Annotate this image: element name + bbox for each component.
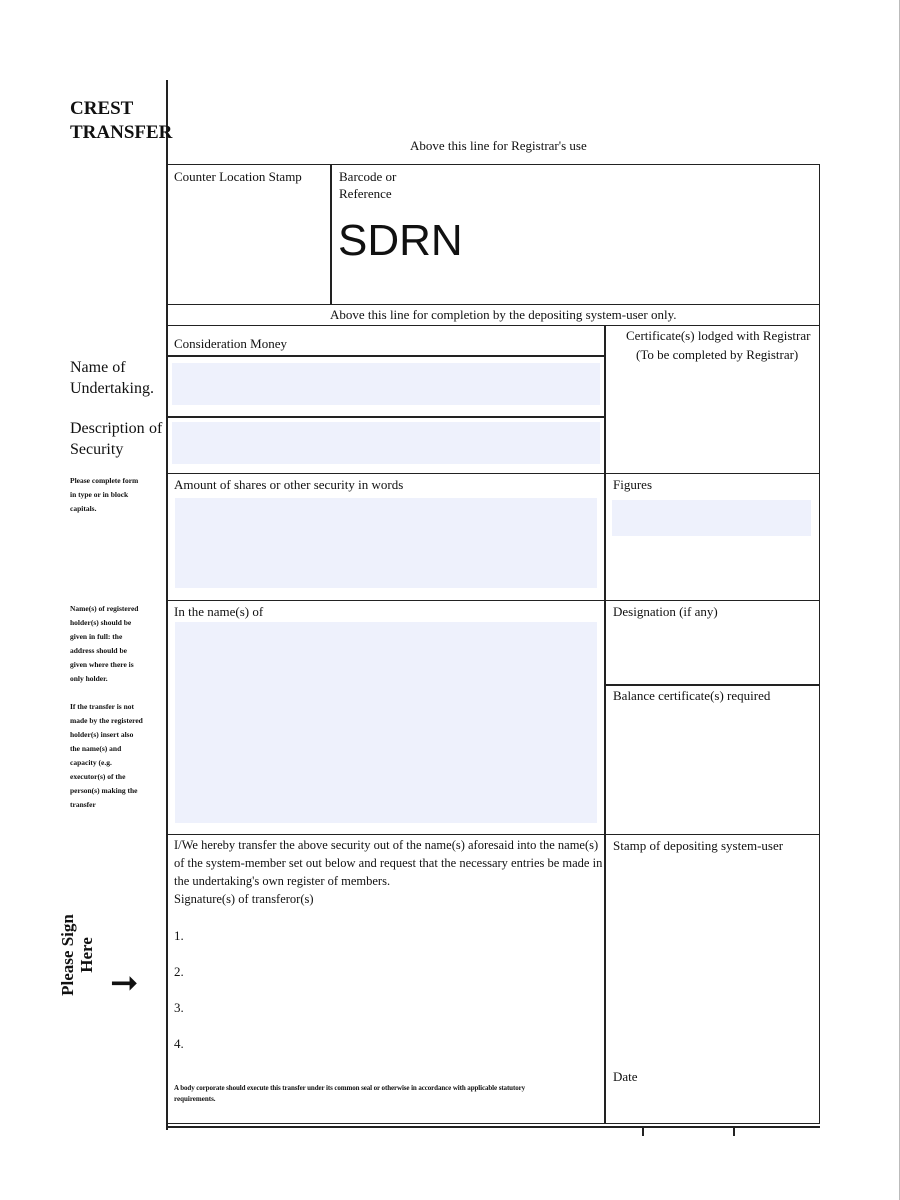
amount-words-input[interactable] [175, 498, 597, 588]
undertaking-row-line [166, 416, 604, 418]
not-registered-line: If the transfer is not [70, 702, 135, 711]
consideration-label: Consideration Money [174, 336, 288, 351]
barcode-label-line1: Barcode or [339, 169, 397, 184]
cert-lodged-line2: (To be completed by Registrar) [636, 347, 799, 362]
bottom-row-line [166, 1126, 820, 1128]
form-title-line1: CREST [70, 98, 134, 119]
corporate-note-line2: requirements. [174, 1095, 216, 1103]
holder-names-input[interactable] [175, 622, 597, 823]
counter-stamp-label: Counter Location Stamp [174, 169, 302, 184]
depositing-note: Above this line for completion by the depositing system-user only. [330, 307, 677, 322]
stamp-label: Stamp of depositing system-user [613, 838, 784, 853]
form-title-line2: TRANSFER [70, 122, 173, 143]
security-description-input[interactable] [172, 422, 600, 464]
names-right-divider [604, 600, 606, 835]
holders-note-line: given where there is [70, 660, 134, 669]
bottom-row-divider-2 [733, 1126, 735, 1136]
corporate-note-line1: A body corporate should execute this transfer under its common seal or otherwise in accordance with applicable statutory [174, 1084, 526, 1092]
consideration-right-divider [604, 325, 606, 474]
holders-note [70, 602, 138, 686]
names-label: In the name(s) of [174, 604, 264, 619]
counter-stamp-box [166, 164, 820, 305]
designation-label: Designation (if any) [613, 604, 718, 619]
declaration-line3: the undertaking's own register of members. [174, 874, 391, 888]
undertaking-label-line1: Name of [70, 359, 126, 376]
instruction-line1: Please complete form [70, 476, 139, 485]
figures-label: Figures [613, 477, 652, 492]
balance-label: Balance certificate(s) required [613, 688, 771, 703]
consideration-row-line [166, 355, 604, 357]
description-label-word1: Description [70, 420, 145, 437]
description-label-word2: of [149, 420, 163, 437]
counter-barcode-divider [330, 164, 332, 305]
registrar-use-note: Above this line for Registrar's use [410, 138, 587, 153]
instruction-line2: in type or in block [70, 490, 129, 499]
signature-line-3[interactable]: 3. [174, 1000, 184, 1015]
undertaking-label-line2: Undertaking. [70, 380, 154, 397]
undertaking-input[interactable] [172, 363, 600, 405]
declaration-line2: of the system-member set out below and request that the necessary entries be made in [174, 856, 603, 870]
arrow-right-icon: ➞ [110, 963, 139, 1003]
designation-balance-divider [604, 684, 820, 686]
instruction-line3: capitals. [70, 504, 97, 513]
not-registered-line: capacity (e.g. [70, 758, 112, 767]
please-sign-line2: Here [77, 937, 96, 973]
holders-note-line: holder(s) should be [70, 618, 132, 627]
cert-lodged-line1: Certificate(s) lodged with Registrar [626, 328, 811, 343]
sdrn-reference: SDRN [338, 216, 463, 265]
barcode-label-line2: Reference [339, 186, 392, 201]
not-registered-line: person(s) making the [70, 786, 138, 795]
not-registered-line: holder(s) insert also [70, 730, 134, 739]
figures-input[interactable] [612, 500, 811, 536]
not-registered-line: executor(s) of the [70, 772, 126, 781]
please-sign-line1: Please Sign [58, 914, 77, 996]
description-label-line2: Security [70, 441, 124, 458]
holders-note-line: address should be [70, 646, 127, 655]
not-registered-line: made by the registered [70, 716, 143, 725]
amount-label: Amount of shares or other security in words [174, 477, 404, 492]
date-label: Date [613, 1069, 638, 1084]
not-registered-line: transfer [70, 800, 96, 809]
bottom-row-divider-1 [642, 1126, 644, 1136]
holders-note-line: only holder. [70, 674, 108, 683]
amount-figures-divider [604, 473, 606, 601]
holders-note-line: Name(s) of registered [70, 604, 139, 613]
declaration-stamp-divider [604, 834, 606, 1124]
holders-note-line: given in full: the [70, 632, 123, 641]
signature-line-1[interactable]: 1. [174, 928, 184, 943]
declaration-line1: I/We hereby transfer the above security out of the name(s) aforesaid into the name(s) [174, 838, 599, 852]
signature-line-2[interactable]: 2. [174, 964, 184, 979]
not-registered-line: the name(s) and [70, 744, 122, 753]
not-registered-note [70, 700, 143, 812]
signature-line-4[interactable]: 4. [174, 1036, 184, 1051]
please-sign-note [58, 900, 96, 1010]
signatures-label: Signature(s) of transferor(s) [174, 892, 314, 906]
